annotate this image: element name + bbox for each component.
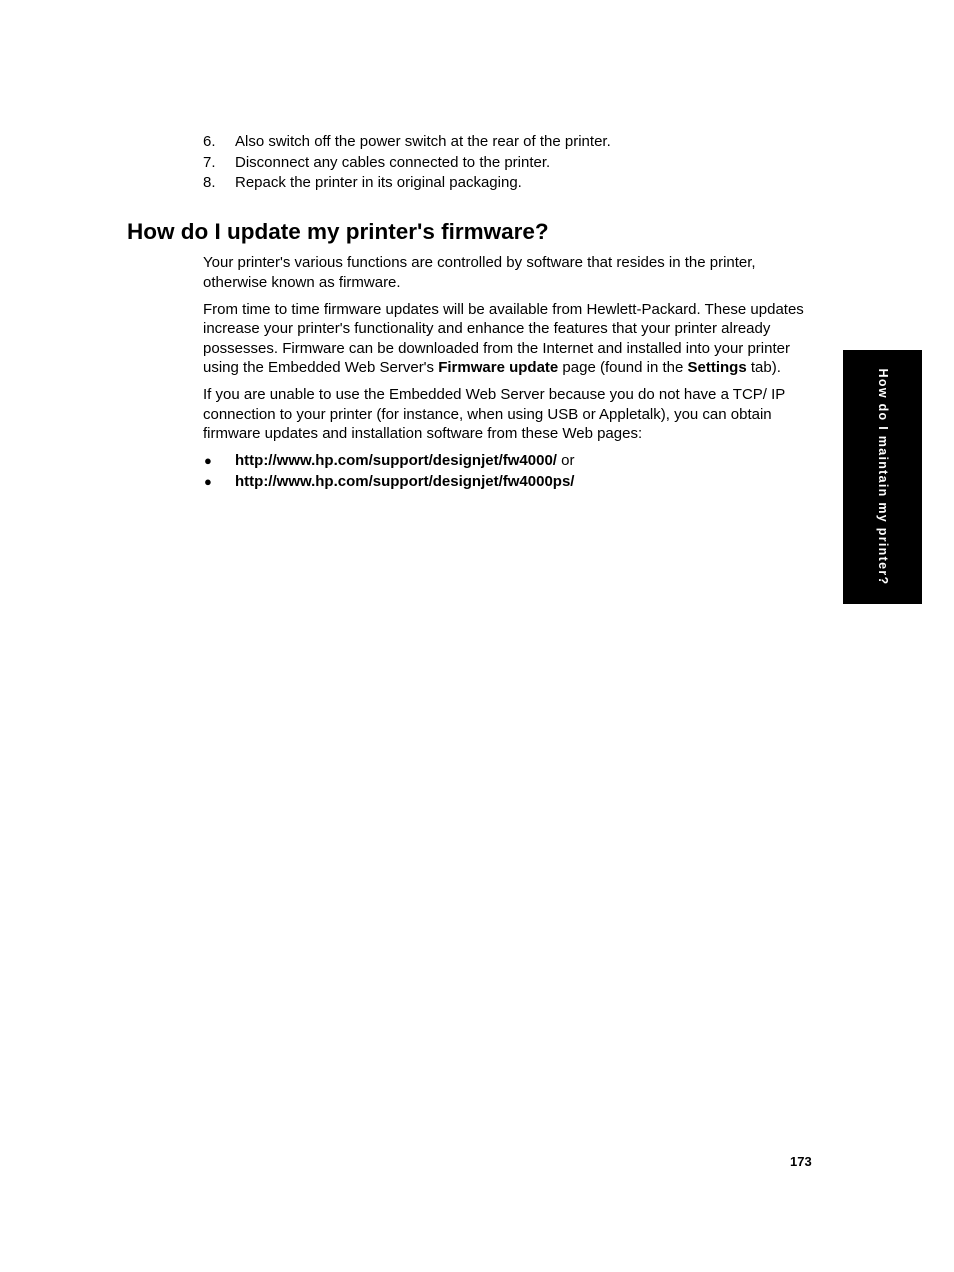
paragraph-web-pages: If you are unable to use the Embedded Web Server because you do not have a TCP/ IP connection to your printer (for instance, when using USB or Appletalk), you can obtain firmware updates and installation software from these Web pages: xyxy=(203,386,786,442)
firmware-update-term: Firmware update xyxy=(438,359,559,376)
step-number: 6. xyxy=(203,133,216,150)
bullet-icon: ● xyxy=(204,473,212,489)
paragraph-text: page (found in the xyxy=(558,359,688,376)
step-item xyxy=(203,173,823,194)
list-item xyxy=(203,472,815,493)
step-item xyxy=(203,132,823,153)
firmware-link[interactable]: http://www.hp.com/support/designjet/fw4000/ xyxy=(235,452,557,469)
bullet-icon: ● xyxy=(204,453,212,468)
settings-term: Settings xyxy=(687,359,747,376)
list-item xyxy=(203,451,815,472)
paragraph-intro: Your printer's various functions are controlled by software that resides in the printer, otherwise known as firmware. xyxy=(203,254,756,291)
step-number: 7. xyxy=(203,153,216,171)
chapter-side-tab xyxy=(843,350,922,604)
step-text: Also switch off the power switch at the rear of the printer. xyxy=(235,133,611,150)
step-text: Disconnect any cables connected to the printer. xyxy=(235,153,551,171)
firmware-links-list xyxy=(203,451,815,492)
link-suffix: or xyxy=(556,452,575,469)
paragraph-firmware-updates xyxy=(203,300,815,378)
numbered-steps-list xyxy=(203,132,823,194)
section-body xyxy=(203,253,815,492)
step-text: Repack the printer in its original packaging. xyxy=(235,174,522,191)
chapter-tab-label: How do I maintain my printer? xyxy=(875,368,890,586)
paragraph-text: tab). xyxy=(746,359,781,376)
step-number: 8. xyxy=(203,174,216,191)
step-item xyxy=(203,153,823,174)
firmware-link[interactable]: http://www.hp.com/support/designjet/fw4000ps/ xyxy=(235,472,575,490)
section-heading: How do I update my printer's firmware? xyxy=(127,219,549,244)
page-number: 173 xyxy=(790,1154,812,1169)
paragraph-text: From time to time firmware updates will be available from Hewlett-Packard. These updates increase your printer's functionality and enhance the features that your printer already possesses. Firmware can be downloaded from the Internet and installed into your printer using the Embedded Web Server's xyxy=(203,300,804,376)
